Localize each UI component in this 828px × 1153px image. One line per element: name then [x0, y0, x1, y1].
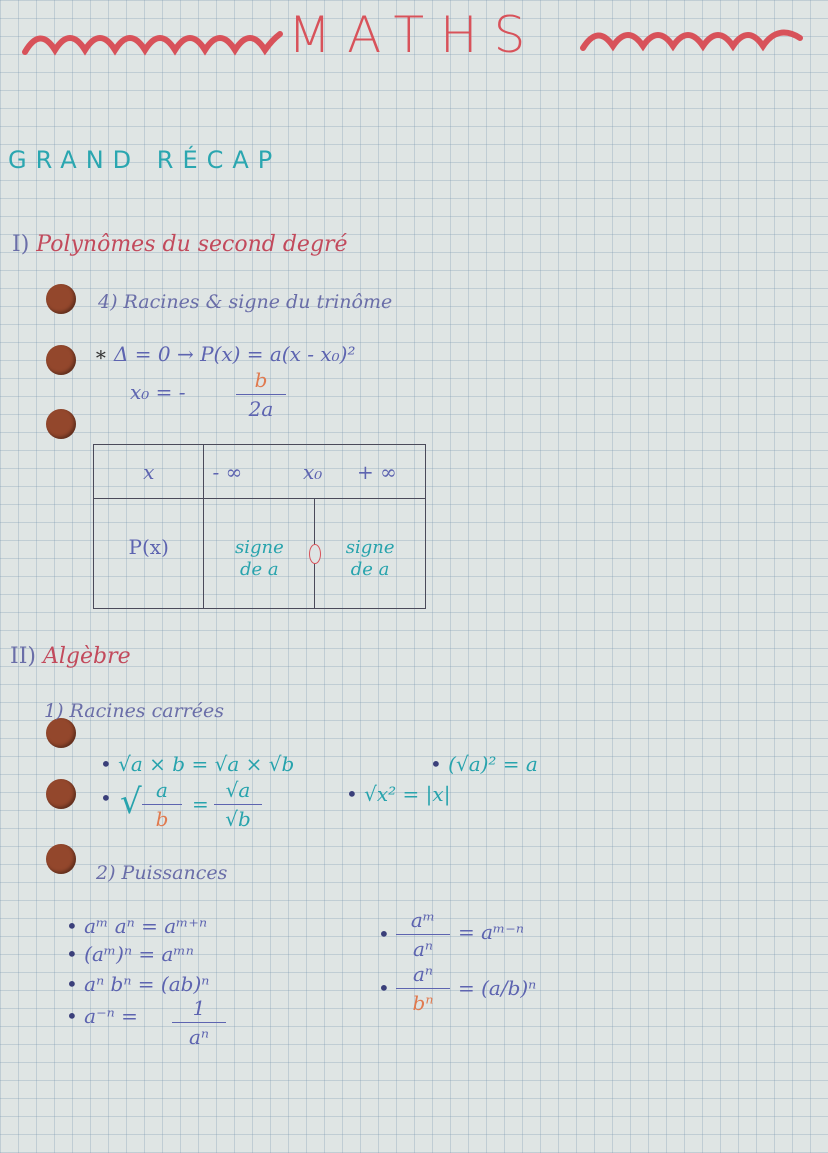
- binder-hole: [46, 284, 76, 314]
- table-sign-left: [204, 499, 315, 609]
- bullet: •: [66, 1004, 78, 1028]
- power-rule-4: [66, 1004, 138, 1028]
- sqrt-sign: √: [120, 782, 142, 822]
- root-x0: x₀: [302, 459, 323, 484]
- power-rule-1-text: aᵐ aⁿ = aᵐ⁺ⁿ: [84, 914, 208, 938]
- binder-hole: [46, 844, 76, 874]
- root-rule-2-fraction: [142, 778, 182, 831]
- root-rule-3-text: (√a)² = a: [448, 752, 538, 776]
- fraction-numerator: a: [156, 778, 168, 802]
- root-rule-4: [346, 782, 450, 806]
- star-bullet: ∗: [94, 342, 108, 366]
- bullet: •: [346, 782, 358, 806]
- section-2-heading: [10, 644, 131, 669]
- fraction-numerator: b: [254, 368, 268, 392]
- formula-x0-lhs: x₀ = -: [130, 380, 186, 404]
- formula-x0-fraction: [236, 368, 286, 421]
- power-rule-5-rhs: = aᵐ⁻ⁿ: [458, 920, 524, 944]
- sign-left-line1: signe: [234, 537, 284, 558]
- fraction-denominator: aⁿ: [412, 937, 434, 961]
- left-squiggle-decoration: [20, 20, 285, 60]
- bullet: •: [66, 914, 78, 938]
- fraction-bar: [396, 988, 450, 989]
- fraction-bar: [172, 1022, 226, 1023]
- power-rule-6-rhs: = (a/b)ⁿ: [458, 976, 537, 1000]
- binder-hole: [46, 718, 76, 748]
- fraction-denominator: aⁿ: [188, 1025, 210, 1049]
- right-squiggle-decoration: [578, 18, 808, 58]
- bullet: •: [66, 972, 78, 996]
- section-1-subheading: 4) Racines & signe du trinôme: [98, 291, 393, 313]
- fraction-denominator: bⁿ: [412, 991, 434, 1015]
- fraction-denominator: 2a: [248, 397, 274, 421]
- fraction-numerator: √a: [225, 778, 251, 802]
- root-rule-1-lhs: √a × b: [118, 752, 186, 776]
- power-rule-2-text: (aᵐ)ⁿ = aᵐⁿ: [84, 942, 194, 966]
- sign-table: [93, 444, 426, 609]
- bullet: •: [430, 752, 442, 776]
- fraction-bar: [214, 804, 262, 805]
- page-subtitle: GRAND RÉCAP: [8, 146, 282, 174]
- binder-hole: [46, 409, 76, 439]
- fraction-denominator: √b: [225, 807, 251, 831]
- power-rule-6-fraction: [396, 962, 450, 1015]
- root-rule-3: [430, 752, 538, 776]
- section-1-title: Polynômes du second degré: [36, 232, 348, 257]
- root-rule-1-rhs: = √a × √b: [191, 752, 295, 776]
- fraction-numerator: 1: [192, 996, 206, 1020]
- sign-left-line2: de a: [240, 559, 279, 580]
- table-header-range: [204, 445, 426, 499]
- section-2-title: Algèbre: [42, 644, 131, 669]
- root-rule-2-rhs: [214, 778, 262, 831]
- power-rule-3: [66, 972, 209, 996]
- table-row-label-p: [94, 499, 204, 609]
- binder-hole: [46, 779, 76, 809]
- bullet: •: [100, 752, 112, 776]
- bullet: •: [378, 922, 390, 946]
- fraction-denominator: b: [155, 807, 169, 831]
- fraction-bar: [236, 394, 286, 395]
- power-rule-1: [66, 914, 207, 938]
- bullet: •: [378, 976, 390, 1000]
- fraction-bar: [396, 934, 450, 935]
- plus-infinity: + ∞: [356, 459, 397, 484]
- fraction-numerator: aⁿ: [412, 962, 434, 986]
- power-rule-5-fraction: [396, 908, 450, 961]
- root-rule-2-eq: =: [192, 792, 209, 816]
- table-header-x: x: [94, 445, 204, 499]
- fraction-numerator: aᵐ: [410, 908, 436, 932]
- root-rule-1: [100, 752, 294, 776]
- power-rule-3-text: aⁿ bⁿ = (ab)ⁿ: [84, 972, 210, 996]
- power-rule-4-lhs: a⁻ⁿ =: [84, 1004, 138, 1028]
- section-1-heading: [12, 232, 348, 257]
- page-title: MATHS: [288, 6, 542, 64]
- root-rule-4-text: √x² = |x|: [364, 782, 451, 806]
- section-2-sub1: 1) Racines carrées: [44, 700, 224, 722]
- power-rule-4-fraction: [172, 996, 226, 1049]
- binder-hole: [46, 345, 76, 375]
- section-1-number: I): [12, 232, 30, 257]
- bullet: •: [100, 786, 112, 810]
- table-sign-right: [315, 499, 426, 609]
- sign-right-line1: signe: [345, 537, 395, 558]
- power-rule-2: [66, 942, 194, 966]
- section-2-sub2: 2) Puissances: [96, 862, 228, 884]
- p-of-x-label: P(x): [128, 535, 169, 559]
- formula-delta-text: Δ = 0 → P(x) = a(x - x₀)²: [113, 342, 356, 366]
- formula-delta-zero: [94, 342, 355, 366]
- minus-infinity: - ∞: [212, 459, 243, 484]
- section-2-number: II): [10, 644, 36, 669]
- sign-right-line2: de a: [350, 559, 390, 580]
- fraction-bar: [142, 804, 182, 805]
- bullet: •: [66, 942, 78, 966]
